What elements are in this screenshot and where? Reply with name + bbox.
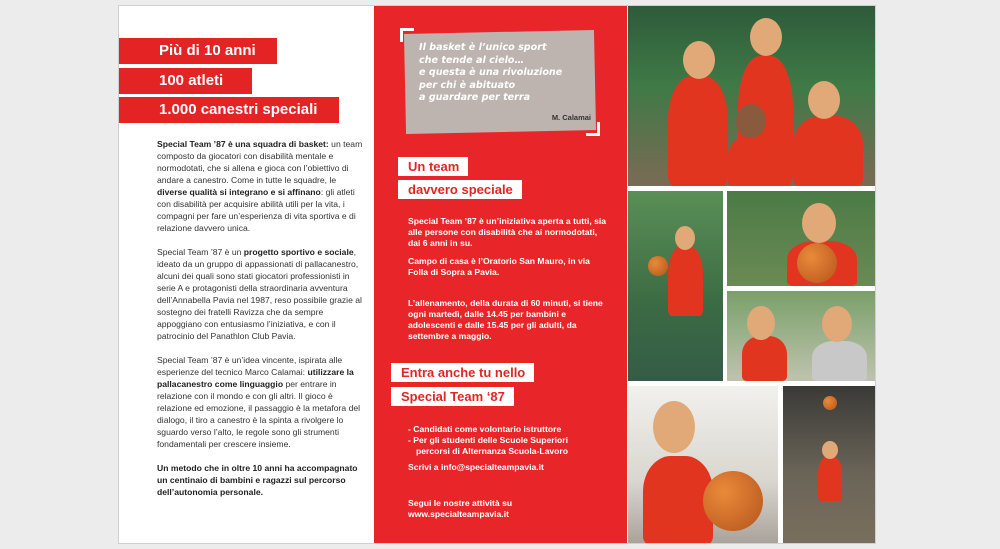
- stat-years: Più di 10 anni: [119, 38, 277, 64]
- quote-author: M. Calamai: [551, 113, 591, 122]
- quote-text: Il basket è l’unico sport che tende al cielo… e questa è una rivoluzione per chi è abituato a guardare per terra: [419, 42, 563, 103]
- photo-boy-ball: [628, 386, 778, 544]
- list-item: - Per gli studenti delle Scuole Superiori: [408, 435, 568, 445]
- heading-team: Un team: [398, 157, 468, 176]
- email-link[interactable]: Scrivi a info@specialteampavia.it: [408, 462, 544, 472]
- team-paragraph-1: Special Team ’87 è un’iniziativa aperta a tutti, sia alle persone con disabilità che ai normodotati, dai 6 anni in su.: [408, 216, 607, 248]
- intro-paragraph-4: Un metodo che in oltre 10 anni ha accompagnato un centinaio di bambini e ragazzi sul percorso dell’autonomia personale.: [157, 463, 358, 497]
- photo-high-five: [727, 291, 876, 381]
- photo-shooting: [783, 386, 876, 544]
- brochure-sheet: [118, 5, 876, 544]
- team-paragraph-2: Campo di casa è l’Oratorio San Mauro, in via Folla di Sopra a Pavia.: [408, 256, 590, 277]
- heading-team-name: Special Team ‘87: [391, 387, 514, 406]
- stat-baskets: 1.000 canestri speciali: [119, 97, 339, 123]
- photo-coach-ball: [727, 191, 876, 286]
- photo-players-court: [628, 191, 723, 381]
- intro-text: [157, 138, 365, 510]
- intro-paragraph-3: Special Team ’87 è un’idea vincente, ispirata alle esperienze del tecnico Marco Calamai: utilizzare la pallacanestro come linguaggio per entrare in relazione con il mondo e con gli altri. Il gioco è relazione ed emozione, il passaggio è la metafora del dialogo, il tiro a canestro è la spinta a rivolgere lo sguardo verso l’alto, le regole sono gli strumenti fondamentali per crescere insieme.: [157, 355, 361, 449]
- photo-team-group: [628, 6, 876, 186]
- intro-paragraph-2: Special Team ’87 è un progetto sportivo e sociale, ideato da un gruppo di appassionati di pallacanestro, alcuni dei quali sono stati giocatori professionisti in serie A e protagonisti della straordinaria avventura dell’Annabella Pavia nel 1987, reso possibile grazie al sostegno dei fratelli Ravizza che da sempre appoggiano con entusiasmo l’iniziativa, e con il patrocinio del Panathlon Club Pavia.: [157, 247, 362, 341]
- heading-special: davvero speciale: [398, 180, 522, 199]
- website-link[interactable]: Segui le nostre attività su www.specialteampavia.it: [408, 498, 513, 519]
- join-list: [408, 424, 608, 457]
- team-paragraph-3: L’allenamento, della durata di 60 minuti, si tiene ogni martedì, dalle 14.45 per bambini e adolescenti e dalle 15.45 per gli adulti, da settembre a maggio.: [408, 298, 603, 341]
- list-item: percorsi di Alternanza Scuola-Lavoro: [416, 446, 569, 456]
- left-column: [119, 6, 373, 543]
- middle-column: [374, 6, 627, 543]
- list-item: - Candidati come volontario istruttore: [408, 424, 562, 434]
- intro-paragraph-1: Special Team ’87 è una squadra di basket: un team composto da giocatori con disabilità mentale e normodotati, che si allena e gioca con l’obiettivo di andare a canestro. Come in tutte le squadre, le diverse qualità si integrano e si affinano: gli atleti con disabilità per acquisire abilità utili per la vita, i compagni per fare un’esperienza di vita sportiva e di relazione davvero unica.: [157, 139, 363, 233]
- heading-join: Entra anche tu nello: [391, 363, 534, 382]
- stat-athletes: 100 atleti: [119, 68, 252, 94]
